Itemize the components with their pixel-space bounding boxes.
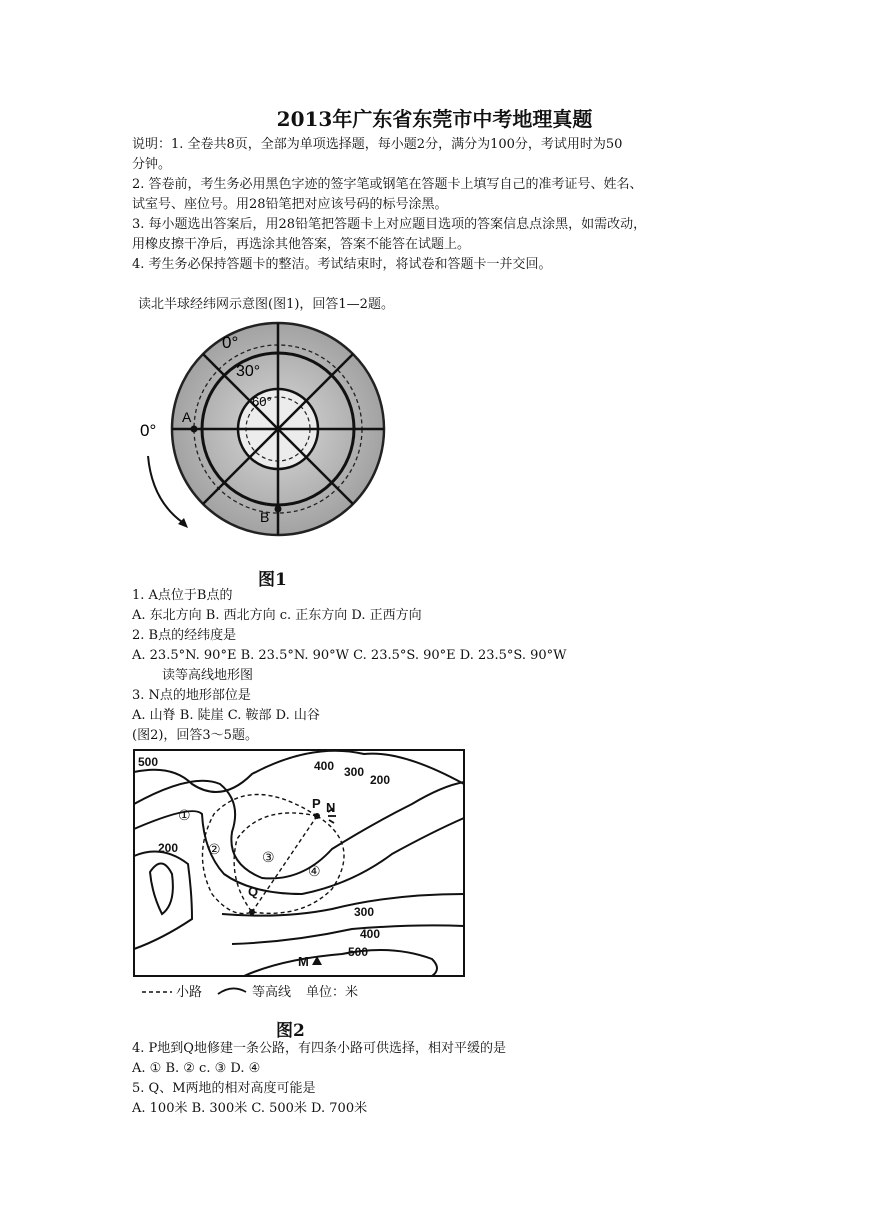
contour-label: 400 (314, 759, 335, 773)
fig1-label-lon0-left: 0° (140, 421, 157, 440)
instruction-line: 说明：1. 全卷共8页，全部为单项选择题，每小题2分，满分为100分，考试用时为50 (132, 137, 623, 152)
q3-options: A. 山脊 B. 陡崖 C. 鞍部 D. 山谷 (132, 708, 320, 723)
q1-options: A. 东北方向 B. 西北方向 c. 正东方向 D. 正西方向 (132, 608, 422, 623)
q4-options: A. ① B. ② c. ③ D. ④ (132, 1061, 261, 1076)
point-label-n: N (326, 800, 336, 815)
fig1-label-lon0-top: 0° (222, 333, 239, 352)
figure-1-graticule (130, 312, 400, 537)
contour-label: 500 (348, 945, 369, 959)
contour-label: 400 (360, 927, 381, 941)
fig2-intro-a: 读等高线地形图 (162, 668, 254, 683)
instruction-line: 用橡皮擦干净后，再选涂其他答案，答案不能答在试题上。 (132, 237, 471, 252)
instruction-line: 3. 每小题选出答案后，用28铅笔把答题卡上对应题目选项的答案信息点涂黑，如需改动， (132, 217, 647, 232)
point-label-q: Q (248, 884, 259, 899)
q1-stem: 1. A点位于B点的 (132, 588, 233, 603)
fig1-intro: 读北半球经纬网示意图(图1)，回答1—2题。 (138, 297, 394, 312)
q2-stem: 2. B点的经纬度是 (132, 628, 237, 643)
route-label: ② (208, 841, 221, 857)
point-label-m: M (298, 954, 309, 969)
contour-label: 200 (158, 841, 179, 855)
figure-2-contour-map (132, 744, 472, 1006)
q5-options: A. 100米 B. 300米 C. 500米 D. 700米 (132, 1101, 368, 1116)
contour-label: 500 (138, 755, 159, 769)
fig2-caption: 图2 (276, 1021, 305, 1041)
fig1-label-point-b: B (260, 509, 270, 525)
fig1-caption: 图1 (258, 570, 287, 590)
instruction-line: 分钟。 (132, 157, 172, 172)
page-title: 2013年广东省东莞市中考地理真题 (276, 107, 593, 131)
contour-label: 300 (344, 765, 365, 779)
instruction-line: 试室号、座位号。用28铅笔把对应该号码的标号涂黑。 (132, 197, 448, 212)
q4-stem: 4. P地到Q地修建一条公路，有四条小路可供选择，相对平缓的是 (132, 1041, 506, 1056)
fig1-label-lat30: 30° (236, 363, 261, 380)
q3-stem: 3. N点的地形部位是 (132, 688, 251, 703)
legend-path: 小路 (176, 984, 203, 999)
instruction-line: 2. 答卷前，考生务必用黑色字迹的签字笔或钢笔在答题卡上填写自己的准考证号、姓名、 (132, 177, 643, 192)
route-label: ③ (262, 849, 275, 865)
legend-contour: 等高线 (252, 984, 292, 999)
q2-options: A. 23.5°N. 90°E B. 23.5°N. 90°W C. 23.5°S. 90°E D. 23.5°S. 90°W (132, 648, 567, 663)
legend-unit: 单位：米 (306, 984, 359, 999)
contour-label: 200 (370, 773, 391, 787)
point-label-p: P (312, 796, 321, 811)
contour-label: 300 (354, 905, 375, 919)
fig1-label-lat60: 60° (252, 394, 272, 409)
fig2-intro-b: (图2)，回答3～5题。 (132, 728, 258, 743)
route-label: ① (178, 807, 191, 823)
fig1-label-point-a: A (182, 409, 192, 425)
route-label: ④ (308, 863, 321, 879)
q5-stem: 5. Q、M两地的相对高度可能是 (132, 1081, 316, 1096)
instruction-line: 4. 考生务必保持答题卡的整洁。考试结束时，将试卷和答题卡一并交回。 (132, 257, 552, 272)
